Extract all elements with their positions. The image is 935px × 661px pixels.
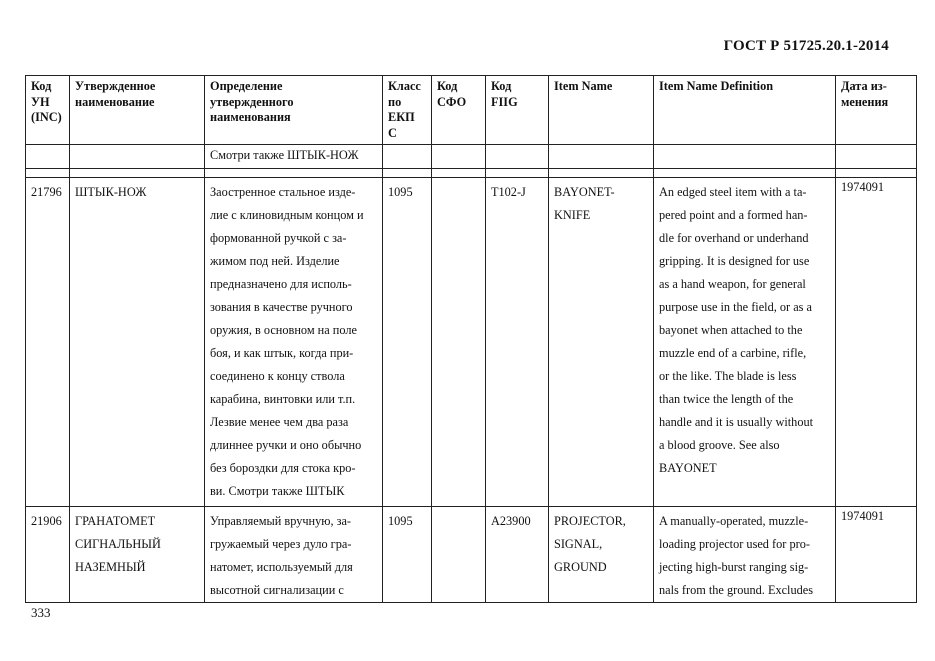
cell-class: 1095	[383, 178, 432, 507]
text-line: jecting high-burst ranging sig-	[659, 560, 809, 574]
col-header-definition	[205, 76, 383, 145]
text-line: НАЗЕМНЫЙ	[75, 560, 146, 574]
text-line: (INC)	[31, 110, 62, 124]
text-line: nals from the ground. Excludes	[659, 583, 814, 597]
col-header-approved-name	[70, 76, 205, 145]
text-line: dle for overhand or underhand	[659, 231, 809, 245]
text-line: соединено к концу ствола	[210, 369, 345, 383]
text-line: С	[388, 125, 397, 140]
document-standard-title: ГОСТ Р 51725.20.1-2014	[723, 38, 889, 54]
table-row	[26, 507, 917, 603]
text-line: утвержденного	[210, 94, 294, 109]
text-line: A manually-operated, muzzle-	[659, 514, 809, 528]
text-line: GROUND	[554, 560, 607, 574]
specification-table	[25, 75, 917, 603]
cell-item-name	[549, 507, 654, 603]
text-line: высотной сигнализации с	[210, 583, 344, 597]
text-line: muzzle end of a carbine, rifle,	[659, 346, 807, 360]
cell-inc: 21906	[26, 507, 70, 603]
col-header-item-definition	[654, 76, 836, 145]
text-line: bayonet when attached to the	[659, 323, 803, 337]
text-line: жимом под ней. Изделие	[210, 254, 340, 268]
cell-sfo	[432, 507, 486, 603]
text-line: СФО	[437, 94, 467, 109]
text-line: Лезвие менее чем два раза	[210, 415, 349, 429]
text-line: KNIFE	[554, 208, 591, 222]
cell-item-definition	[654, 178, 836, 507]
col-header-item-name	[549, 76, 654, 145]
text-line: длиннее ручки и оно обычно	[210, 438, 362, 452]
text-line: BAYONET	[659, 461, 717, 475]
text-line: ГРАНАТОМЕТ	[75, 514, 156, 528]
text-line: ЕКП	[388, 110, 415, 124]
text-line: карабина, винтовки или т.п.	[210, 392, 356, 406]
text-line: менения	[841, 94, 889, 109]
text-line: FIIG	[491, 94, 518, 109]
cell-inc: 21796	[26, 178, 70, 507]
text-line: SIGNAL,	[554, 537, 603, 551]
text-line: as a hand weapon, for general	[659, 277, 806, 291]
continuation-row	[26, 145, 917, 169]
text-line: loading projector used for pro-	[659, 537, 810, 551]
table-row	[26, 178, 917, 507]
text-line: ШТЫК-НОЖ	[75, 185, 147, 199]
text-line: Заостренное стальное изде-	[210, 185, 356, 199]
text-line: боя, и как штык, когда при-	[210, 346, 354, 360]
table-header-row	[26, 76, 917, 145]
text-line: Item Name	[554, 79, 613, 93]
text-line: наименования	[210, 110, 291, 124]
cell-date: 1974091	[836, 507, 917, 603]
text-line: Дата из-	[841, 79, 887, 93]
text-line: Item Name Definition	[659, 79, 774, 93]
text-line: Определение	[210, 79, 283, 93]
col-header-fiig	[486, 76, 549, 145]
continuation-definition: Смотри также ШТЫК-НОЖ	[205, 145, 383, 169]
cell-approved-name	[70, 178, 205, 507]
cell-definition	[205, 507, 383, 603]
text-line: натомет, используемый для	[210, 560, 353, 574]
text-line: Код	[491, 79, 512, 93]
text-line: Утвержденное	[75, 79, 156, 93]
cell-class: 1095	[383, 507, 432, 603]
text-line: pered point and a formed han-	[659, 208, 808, 222]
text-line: gripping. It is designed for use	[659, 254, 810, 268]
text-line: handle and it is usually without	[659, 415, 814, 429]
text-line: формованной ручкой с за-	[210, 231, 347, 245]
text-line: зования в качестве ручного	[210, 300, 353, 314]
text-line: Код	[437, 79, 458, 93]
text-line: An edged steel item with a ta-	[659, 185, 807, 199]
col-header-inc	[26, 76, 70, 145]
text-line: лие с клиновидным концом и	[210, 208, 364, 222]
text-line: СИГНАЛЬНЫЙ	[75, 537, 161, 551]
text-line: наименование	[75, 94, 155, 109]
cell-item-name	[549, 178, 654, 507]
col-header-class	[383, 76, 432, 145]
text-line: than twice the length of the	[659, 392, 794, 406]
text-line: оружия, в основном на поле	[210, 323, 357, 337]
text-line: Класс	[388, 79, 421, 93]
cell-item-definition	[654, 507, 836, 603]
cell-approved-name	[70, 507, 205, 603]
text-line: or the like. The blade is less	[659, 369, 797, 383]
text-line: по	[388, 94, 402, 109]
cell-date: 1974091	[836, 178, 917, 507]
cell-definition	[205, 178, 383, 507]
cell-fiig: A23900	[486, 507, 549, 603]
text-line: предназначено для исполь-	[210, 277, 352, 291]
text-line: ви. Смотри также ШТЫК	[210, 484, 345, 498]
text-line: Управляемый вручную, за-	[210, 514, 352, 528]
col-header-date	[836, 76, 917, 145]
col-header-sfo	[432, 76, 486, 145]
text-line: PROJECTOR,	[554, 514, 626, 528]
page-number: 333	[31, 605, 51, 620]
cell-sfo	[432, 178, 486, 507]
text-line: гружаемый через дуло гра-	[210, 537, 352, 551]
text-line: Код	[31, 79, 52, 93]
row-separator	[26, 169, 917, 178]
text-line: a blood groove. See also	[659, 438, 780, 452]
text-line: УН	[31, 94, 50, 109]
cell-fiig: T102-J	[486, 178, 549, 507]
text-line: без бороздки для стока кро-	[210, 461, 356, 475]
text-line: purpose use in the field, or as a	[659, 300, 812, 314]
text-line: BAYONET-	[554, 185, 615, 199]
